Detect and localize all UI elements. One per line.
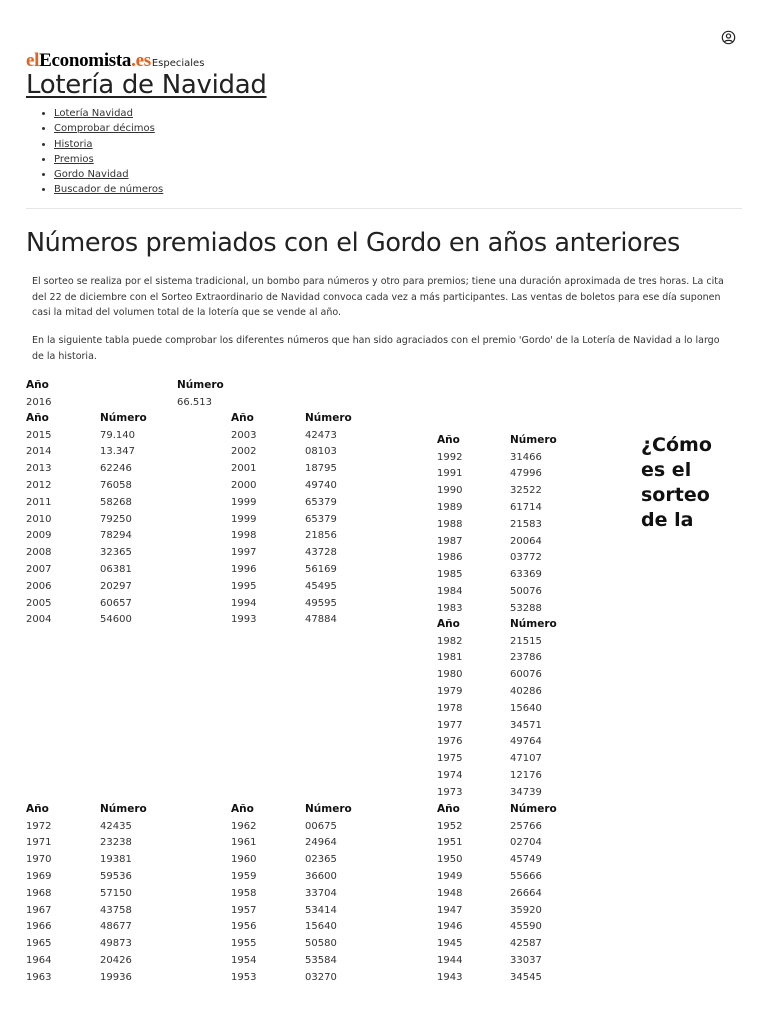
table-row <box>26 952 160 969</box>
table-row <box>231 477 365 494</box>
winning-number-cell: 34571 <box>510 719 542 731</box>
number-column-header: Número <box>305 412 352 425</box>
table-row <box>437 633 570 650</box>
year-cell: 1952 <box>437 820 463 832</box>
table-row <box>26 885 160 902</box>
winning-number-cell: 49595 <box>305 597 337 609</box>
winning-number-cell: 43758 <box>100 904 132 916</box>
table-row <box>26 969 160 986</box>
year-cell: 1943 <box>437 971 463 983</box>
year-cell: 1967 <box>26 904 52 916</box>
winning-number-cell: 62246 <box>100 463 132 475</box>
results-table-2016 <box>26 377 237 411</box>
table-row <box>26 494 160 511</box>
table-row <box>26 544 160 561</box>
winning-number-cell: 34739 <box>510 786 542 798</box>
table-row <box>437 919 570 936</box>
year-cell: 1956 <box>231 921 257 933</box>
table-row <box>231 561 365 578</box>
site-title[interactable]: Lotería de Navidad <box>26 70 267 100</box>
table-row <box>26 851 160 868</box>
year-cell: 1963 <box>26 971 52 983</box>
winning-number-cell: 13.347 <box>100 446 135 458</box>
nav-item-comprobar-decimos[interactable]: • Comprobar décimos <box>54 121 163 136</box>
year-cell: 1995 <box>231 580 257 592</box>
table-row <box>26 460 160 477</box>
table-row <box>26 919 160 936</box>
intro-paragraph: El sorteo se realiza por el sistema tradicional, un bombo para números y otro para premios; tiene una duración aproximada de tres horas. La cita del 22 de diciembre con el Sorteo Extraordinario de Navidad convoca cada vez a más participantes. Las ventas de boletos para ese día suponen casi la mitad del volumen total de la lotería que se vende al año. <box>32 276 724 318</box>
table-row <box>26 444 160 461</box>
table-row <box>437 734 570 751</box>
year-cell: 1999 <box>231 513 257 525</box>
winning-number-cell: 54600 <box>100 614 132 626</box>
year-column-header: Año <box>231 803 254 816</box>
winning-number-cell: 78294 <box>100 530 132 542</box>
table-row <box>231 935 365 952</box>
year-cell: 1984 <box>437 586 463 598</box>
nav-item-premios[interactable]: • Premios <box>54 152 163 167</box>
winning-number-cell: 40286 <box>510 686 542 698</box>
table-row <box>231 427 365 444</box>
year-cell: 1978 <box>437 702 463 714</box>
year-cell: 2004 <box>26 614 52 626</box>
year-column-header: Año <box>26 412 49 425</box>
winning-number-cell: 76058 <box>100 480 132 492</box>
nav-item-buscador-numeros[interactable]: • Buscador de números <box>54 182 163 197</box>
table-row <box>26 561 160 578</box>
year-cell: 2010 <box>26 513 52 525</box>
table-row <box>437 482 570 499</box>
year-cell: 1968 <box>26 887 52 899</box>
table-row <box>437 750 570 767</box>
winning-number-cell: 42435 <box>100 820 132 832</box>
winning-number-cell: 53584 <box>305 955 337 967</box>
winning-number-cell: 48677 <box>100 921 132 933</box>
year-cell: 1980 <box>437 669 463 681</box>
table-row <box>437 835 570 852</box>
year-cell: 1945 <box>437 938 463 950</box>
year-cell: 1976 <box>437 736 463 748</box>
table-row <box>437 449 570 466</box>
table-row <box>26 902 160 919</box>
winning-number-cell: 65379 <box>305 513 337 525</box>
winning-number-cell: 58268 <box>100 496 132 508</box>
year-cell: 1959 <box>231 871 257 883</box>
side-heading: ¿Cómo es el sorteo de la <box>641 434 712 531</box>
winning-number-cell: 18795 <box>305 463 337 475</box>
table-row <box>437 499 570 516</box>
table-row <box>26 528 160 545</box>
table-row <box>437 969 570 986</box>
table-row <box>231 511 365 528</box>
year-cell: 1947 <box>437 904 463 916</box>
table-row <box>437 767 570 784</box>
year-cell: 1999 <box>231 496 257 508</box>
table-row <box>437 717 570 734</box>
table-row <box>437 902 570 919</box>
winning-number-cell: 25766 <box>510 820 542 832</box>
year-cell: 1964 <box>26 955 52 967</box>
winning-number-cell: 02704 <box>510 837 542 849</box>
table-row <box>231 835 365 852</box>
year-cell: 2000 <box>231 480 257 492</box>
year-column-header: Año <box>437 803 460 816</box>
table-row <box>26 394 237 411</box>
table-row <box>437 885 570 902</box>
year-cell: 1954 <box>231 955 257 967</box>
winning-number-cell: 02365 <box>305 854 337 866</box>
winning-number-cell: 42587 <box>510 938 542 950</box>
year-cell: 1960 <box>231 854 257 866</box>
winning-number-cell: 53414 <box>305 904 337 916</box>
winning-number-cell: 19381 <box>100 854 132 866</box>
winning-number-cell: 26664 <box>510 887 542 899</box>
table-header-row <box>26 801 160 818</box>
year-cell: 1991 <box>437 468 463 480</box>
results-table-2015-2004 <box>26 410 160 628</box>
year-cell: 1996 <box>231 564 257 576</box>
winning-number-cell: 33037 <box>510 955 542 967</box>
year-cell: 1985 <box>437 569 463 581</box>
year-cell: 1955 <box>231 938 257 950</box>
year-cell: 2009 <box>26 530 52 542</box>
winning-number-cell: 15640 <box>305 921 337 933</box>
year-cell: 2012 <box>26 480 52 492</box>
winning-number-cell: 20426 <box>100 955 132 967</box>
year-column-header: Año <box>437 618 460 631</box>
results-table-1992-1983 <box>437 432 570 617</box>
table-row <box>26 511 160 528</box>
winning-number-cell: 49873 <box>100 938 132 950</box>
section-nav <box>38 106 163 198</box>
table-row <box>437 650 570 667</box>
year-cell: 1992 <box>437 451 463 463</box>
table-row <box>437 600 570 617</box>
nav-item-loteria-navidad[interactable]: • Lotería Navidad <box>54 106 163 121</box>
year-cell: 1965 <box>26 938 52 950</box>
number-column-header: Número <box>177 379 224 392</box>
year-cell: 1974 <box>437 770 463 782</box>
table-row <box>437 583 570 600</box>
number-column-header: Número <box>100 412 147 425</box>
winning-number-cell: 50580 <box>305 938 337 950</box>
year-cell: 1981 <box>437 652 463 664</box>
table-header-row <box>437 432 570 449</box>
table-header-row <box>26 377 237 394</box>
year-column-header: Año <box>26 803 49 816</box>
year-cell: 1977 <box>437 719 463 731</box>
page-heading: Números premiados con el Gordo en años anteriores <box>26 228 680 258</box>
table-row <box>26 835 160 852</box>
year-cell: 1950 <box>437 854 463 866</box>
table-row <box>26 935 160 952</box>
table-row <box>26 595 160 612</box>
winning-number-cell: 21583 <box>510 518 542 530</box>
table-row <box>231 902 365 919</box>
number-column-header: Número <box>510 434 557 447</box>
table-row <box>231 885 365 902</box>
table-row <box>231 544 365 561</box>
year-column-header: Año <box>231 412 254 425</box>
year-cell: 2007 <box>26 564 52 576</box>
year-cell: 1948 <box>437 887 463 899</box>
year-cell: 1951 <box>437 837 463 849</box>
winning-number-cell: 34545 <box>510 971 542 983</box>
winning-number-cell: 12176 <box>510 770 542 782</box>
table-row <box>231 494 365 511</box>
year-cell: 1958 <box>231 887 257 899</box>
nav-item-gordo-navidad[interactable]: • Gordo Navidad <box>54 167 163 182</box>
table-row <box>437 666 570 683</box>
year-cell: 2016 <box>26 396 52 408</box>
table-row <box>437 533 570 550</box>
table-row <box>26 868 160 885</box>
table-header-row <box>231 801 365 818</box>
table-row <box>231 528 365 545</box>
winning-number-cell: 35920 <box>510 904 542 916</box>
year-cell: 2008 <box>26 547 52 559</box>
winning-number-cell: 24964 <box>305 837 337 849</box>
winning-number-cell: 20297 <box>100 580 132 592</box>
year-cell: 1961 <box>231 837 257 849</box>
winning-number-cell: 56169 <box>305 564 337 576</box>
table-row <box>437 851 570 868</box>
winning-number-cell: 79250 <box>100 513 132 525</box>
year-cell: 1990 <box>437 485 463 497</box>
winning-number-cell: 45495 <box>305 580 337 592</box>
winning-number-cell: 57150 <box>100 887 132 899</box>
number-column-header: Número <box>510 618 557 631</box>
winning-number-cell: 20064 <box>510 535 542 547</box>
winning-number-cell: 47107 <box>510 753 542 765</box>
winning-number-cell: 65379 <box>305 496 337 508</box>
table-row <box>26 427 160 444</box>
results-table-1962-1953 <box>231 801 365 986</box>
winning-number-cell: 55666 <box>510 871 542 883</box>
table-row <box>26 578 160 595</box>
table-header-row <box>437 616 570 633</box>
winning-number-cell: 60657 <box>100 597 132 609</box>
table-row <box>26 612 160 629</box>
year-cell: 2005 <box>26 597 52 609</box>
year-column-header: Año <box>437 434 460 447</box>
winning-number-cell: 50076 <box>510 586 542 598</box>
nav-item-historia[interactable]: • Historia <box>54 137 163 152</box>
section-label[interactable]: Especiales <box>151 58 205 69</box>
year-cell: 1962 <box>231 820 257 832</box>
winning-number-cell: 21515 <box>510 635 542 647</box>
winning-number-cell: 32522 <box>510 485 542 497</box>
year-cell: 1949 <box>437 871 463 883</box>
table-row <box>231 851 365 868</box>
year-cell: 1973 <box>437 786 463 798</box>
results-table-1952-1943 <box>437 801 570 986</box>
year-cell: 1994 <box>231 597 257 609</box>
winning-number-cell: 79.140 <box>100 429 135 441</box>
table-row <box>437 566 570 583</box>
table-row <box>437 952 570 969</box>
user-circle-icon[interactable] <box>721 30 736 45</box>
winning-number-cell: 03270 <box>305 971 337 983</box>
year-cell: 2015 <box>26 429 52 441</box>
table-row <box>437 516 570 533</box>
year-cell: 1997 <box>231 547 257 559</box>
table-row <box>231 578 365 595</box>
table-row <box>437 784 570 801</box>
table-row <box>231 595 365 612</box>
year-cell: 2002 <box>231 446 257 458</box>
winning-number-cell: 45749 <box>510 854 542 866</box>
winning-number-cell: 49740 <box>305 480 337 492</box>
table-row <box>26 818 160 835</box>
winning-number-cell: 23238 <box>100 837 132 849</box>
year-cell: 1987 <box>437 535 463 547</box>
winning-number-cell: 19936 <box>100 971 132 983</box>
winning-number-cell: 42473 <box>305 429 337 441</box>
year-cell: 1988 <box>437 518 463 530</box>
year-cell: 2013 <box>26 463 52 475</box>
table-row <box>437 466 570 483</box>
winning-number-cell: 47996 <box>510 468 542 480</box>
year-cell: 1957 <box>231 904 257 916</box>
year-cell: 1979 <box>437 686 463 698</box>
year-cell: 1966 <box>26 921 52 933</box>
number-column-header: Número <box>100 803 147 816</box>
table-row <box>231 818 365 835</box>
year-cell: 1975 <box>437 753 463 765</box>
winning-number-cell: 59536 <box>100 871 132 883</box>
table-row <box>231 868 365 885</box>
site-header <box>26 50 204 72</box>
year-cell: 1993 <box>231 614 257 626</box>
table-row <box>437 935 570 952</box>
winning-number-cell: 31466 <box>510 451 542 463</box>
table-header-row <box>26 410 160 427</box>
table-row <box>437 818 570 835</box>
winning-number-cell: 06381 <box>100 564 132 576</box>
table-row <box>26 477 160 494</box>
results-table-1972-1963 <box>26 801 160 986</box>
winning-number-cell: 15640 <box>510 702 542 714</box>
winning-number-cell: 23786 <box>510 652 542 664</box>
winning-number-cell: 61714 <box>510 502 542 514</box>
table-row <box>231 952 365 969</box>
year-cell: 1969 <box>26 871 52 883</box>
table-row <box>231 919 365 936</box>
winning-number-cell: 49764 <box>510 736 542 748</box>
winning-number-cell: 00675 <box>305 820 337 832</box>
winning-number-cell: 32365 <box>100 547 132 559</box>
year-cell: 1986 <box>437 552 463 564</box>
year-cell: 1982 <box>437 635 463 647</box>
year-cell: 1972 <box>26 820 52 832</box>
winning-number-cell: 53288 <box>510 602 542 614</box>
winning-number-cell: 43728 <box>305 547 337 559</box>
year-cell: 1970 <box>26 854 52 866</box>
table-row <box>231 460 365 477</box>
winning-number-cell: 66.513 <box>177 396 212 408</box>
winning-number-cell: 33704 <box>305 887 337 899</box>
winning-number-cell: 03772 <box>510 552 542 564</box>
results-table-2003-1993 <box>231 410 365 628</box>
year-cell: 1946 <box>437 921 463 933</box>
table-row <box>231 444 365 461</box>
winning-number-cell: 21856 <box>305 530 337 542</box>
year-cell: 1944 <box>437 955 463 967</box>
year-column-header: Año <box>26 379 49 392</box>
table-intro-paragraph: En la siguiente tabla puede comprobar los diferentes números que han sido agraciados con el premio 'Gordo' de la Lotería de Navidad a lo largo de la historia. <box>32 335 720 362</box>
number-column-header: Número <box>510 803 557 816</box>
table-row <box>231 612 365 629</box>
year-cell: 2014 <box>26 446 52 458</box>
year-cell: 2011 <box>26 496 52 508</box>
winning-number-cell: 63369 <box>510 569 542 581</box>
table-row <box>437 683 570 700</box>
year-cell: 2003 <box>231 429 257 441</box>
winning-number-cell: 08103 <box>305 446 337 458</box>
year-cell: 1971 <box>26 837 52 849</box>
table-row <box>437 868 570 885</box>
table-row <box>437 700 570 717</box>
year-cell: 1998 <box>231 530 257 542</box>
year-cell: 2006 <box>26 580 52 592</box>
table-header-row <box>231 410 365 427</box>
number-column-header: Número <box>305 803 352 816</box>
year-cell: 1953 <box>231 971 257 983</box>
results-table-1982-1973 <box>437 616 570 801</box>
winning-number-cell: 47884 <box>305 614 337 626</box>
winning-number-cell: 60076 <box>510 669 542 681</box>
table-row <box>437 550 570 567</box>
year-cell: 1983 <box>437 602 463 614</box>
table-row <box>231 969 365 986</box>
year-cell: 2001 <box>231 463 257 475</box>
winning-number-cell: 36600 <box>305 871 337 883</box>
year-cell: 1989 <box>437 502 463 514</box>
table-header-row <box>437 801 570 818</box>
winning-number-cell: 45590 <box>510 921 542 933</box>
header-divider <box>26 208 742 209</box>
eleconomista-logo[interactable]: elEconomista.es <box>26 50 151 71</box>
